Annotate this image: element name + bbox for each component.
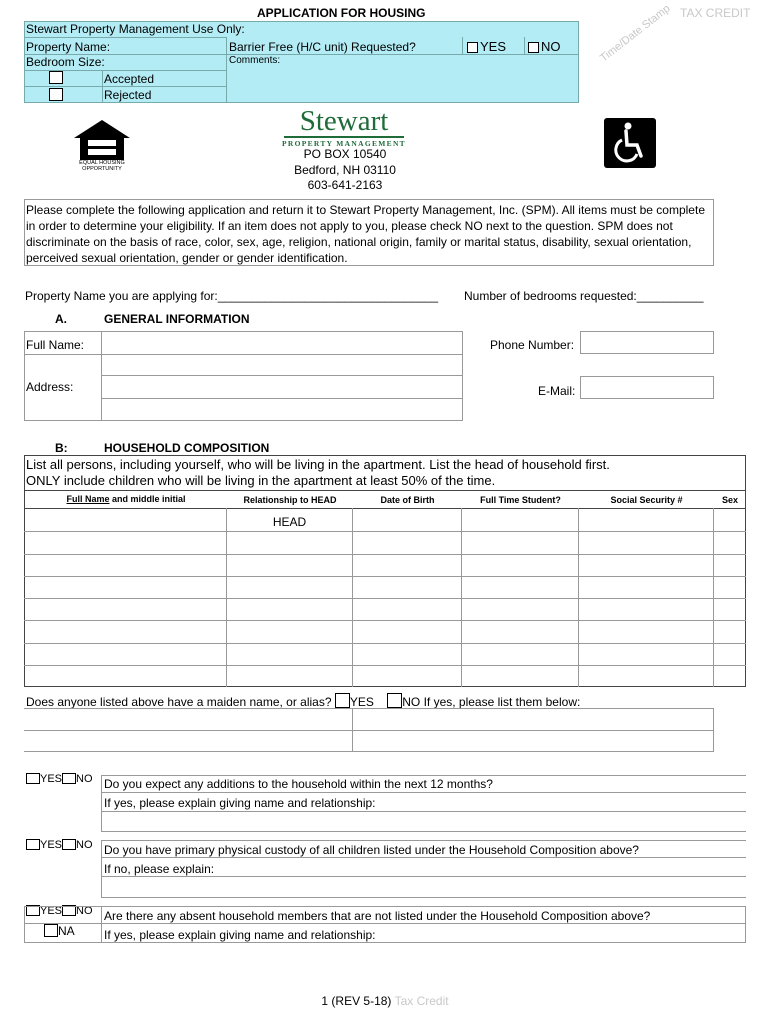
q2-follow: If no, please explain:	[104, 862, 215, 876]
col-dob: Date of Birth	[380, 495, 435, 505]
email-input[interactable]	[580, 376, 714, 399]
address-input[interactable]	[103, 356, 461, 419]
wheelchair-icon	[604, 118, 656, 171]
property-applying-for[interactable]: Property Name you are applying for:_________________________________	[25, 289, 438, 303]
tax-credit-label: TAX CREDIT	[680, 6, 751, 20]
barrier-free-label: Barrier Free (H/C unit) Requested?	[229, 40, 416, 54]
barrier-yes-checkbox[interactable]	[467, 42, 478, 53]
q2-explain-input[interactable]	[103, 877, 743, 896]
bedrooms-requested[interactable]: Number of bedrooms requested:__________	[464, 289, 704, 303]
household-row-2[interactable]	[25, 532, 225, 553]
section-a-title: GENERAL INFORMATION	[104, 312, 250, 326]
col-sex: Sex	[721, 495, 738, 505]
alias-no-checkbox[interactable]	[387, 693, 402, 708]
q3-na-checkbox[interactable]	[44, 924, 58, 937]
barrier-no[interactable]: NO	[528, 39, 561, 54]
q1-yes-checkbox[interactable]	[26, 773, 40, 784]
comments-label: Comments:	[229, 55, 281, 66]
address-phone: 603-641-2163	[307, 178, 383, 192]
footer-tax-credit: Tax Credit	[394, 994, 449, 1008]
col-full-name: Full Name and middle initial	[66, 494, 186, 504]
phone-input[interactable]	[580, 331, 714, 354]
q1-checkboxes: YES NO	[26, 773, 93, 785]
q2-text: Do you have primary physical custody of all children listed under the Household Composition above?	[104, 843, 639, 857]
q1-no-checkbox[interactable]	[62, 773, 76, 784]
barrier-yes[interactable]: YES	[467, 39, 506, 54]
office-use-label: Stewart Property Management Use Only:	[26, 22, 245, 36]
footer	[0, 994, 770, 1008]
time-date-stamp: Time/Date Stamp	[598, 2, 673, 65]
household-instr-2: ONLY include children who will be living in the apartment at least 50% of the time.	[26, 473, 496, 488]
intro-text: Please complete the following application and return it to Stewart Property Management, Inc. (SPM). All items must be complete in order to determine your eligibility. If an item does not apply to you, please check NO next to the question. SPM does not discriminate on the basis of race, color, sex, age, religion, national origin, family or marital status, disability, sexual orientation, perceived sexual orientation, gender or gender identification.	[26, 203, 705, 265]
section-b-letter: B:	[55, 441, 68, 455]
alias-input[interactable]	[25, 709, 351, 729]
accepted-checkbox[interactable]	[49, 71, 63, 84]
q3-text: Are there any absent household members that are not listed under the Household Composition above?	[104, 909, 651, 923]
household-instr-1: List all persons, including yourself, who will be living in the apartment. List the head of household first.	[26, 457, 610, 472]
col-ssn: Social Security #	[610, 495, 683, 505]
head-cell: HEAD	[272, 515, 307, 529]
stewart-logo	[268, 106, 420, 148]
office-property-name: Property Name:	[26, 40, 111, 54]
stewart-logo-name: Stewart	[284, 106, 405, 138]
address-line1: PO BOX 10540	[303, 147, 387, 161]
phone-label: Phone Number:	[490, 338, 575, 352]
stewart-logo-sub: PROPERTY MANAGEMENT	[282, 139, 406, 148]
rejected-label: Rejected	[104, 88, 152, 102]
q3-follow: If yes, please explain giving name and relationship:	[104, 928, 376, 942]
q1-follow: If yes, please explain giving name and relationship:	[104, 796, 376, 810]
section-a-letter: A.	[55, 312, 67, 326]
q1-text: Do you expect any additions to the household within the next 12 months?	[104, 777, 493, 791]
q2-no-checkbox[interactable]	[62, 839, 76, 850]
section-b-title: HOUSEHOLD COMPOSITION	[104, 441, 270, 455]
q2-yes-checkbox[interactable]	[26, 839, 40, 850]
q1-explain-input[interactable]	[103, 812, 743, 830]
eho-text: EQUAL HOUSING OPPORTUNITY	[79, 160, 125, 172]
footer-page: 1 (REV 5-18)	[321, 994, 392, 1008]
full-name-input[interactable]	[103, 333, 461, 353]
page-title: APPLICATION FOR HOUSING	[257, 6, 426, 20]
alias-yes-checkbox[interactable]	[335, 693, 350, 708]
q2-checkboxes: YES NO	[26, 839, 93, 851]
col-relationship: Relationship to HEAD	[243, 495, 337, 505]
household-row-1[interactable]	[25, 509, 225, 530]
rejected-checkbox[interactable]	[49, 88, 63, 101]
address-label: Address:	[26, 380, 74, 394]
email-label: E-Mail:	[538, 384, 576, 398]
q3-checkboxes: YES NO	[26, 905, 93, 917]
alias-question: Does anyone listed above have a maiden name, or alias? YES NO If yes, please list them below:	[26, 695, 581, 709]
office-bedroom-size: Bedroom Size:	[26, 55, 105, 69]
col-student: Full Time Student?	[480, 495, 561, 505]
full-name-label: Full Name:	[26, 338, 85, 352]
address-line2: Bedford, NH 03110	[294, 163, 396, 177]
barrier-no-checkbox[interactable]	[528, 42, 539, 53]
q3-na: NA	[44, 924, 75, 938]
accepted-label: Accepted	[104, 72, 155, 86]
